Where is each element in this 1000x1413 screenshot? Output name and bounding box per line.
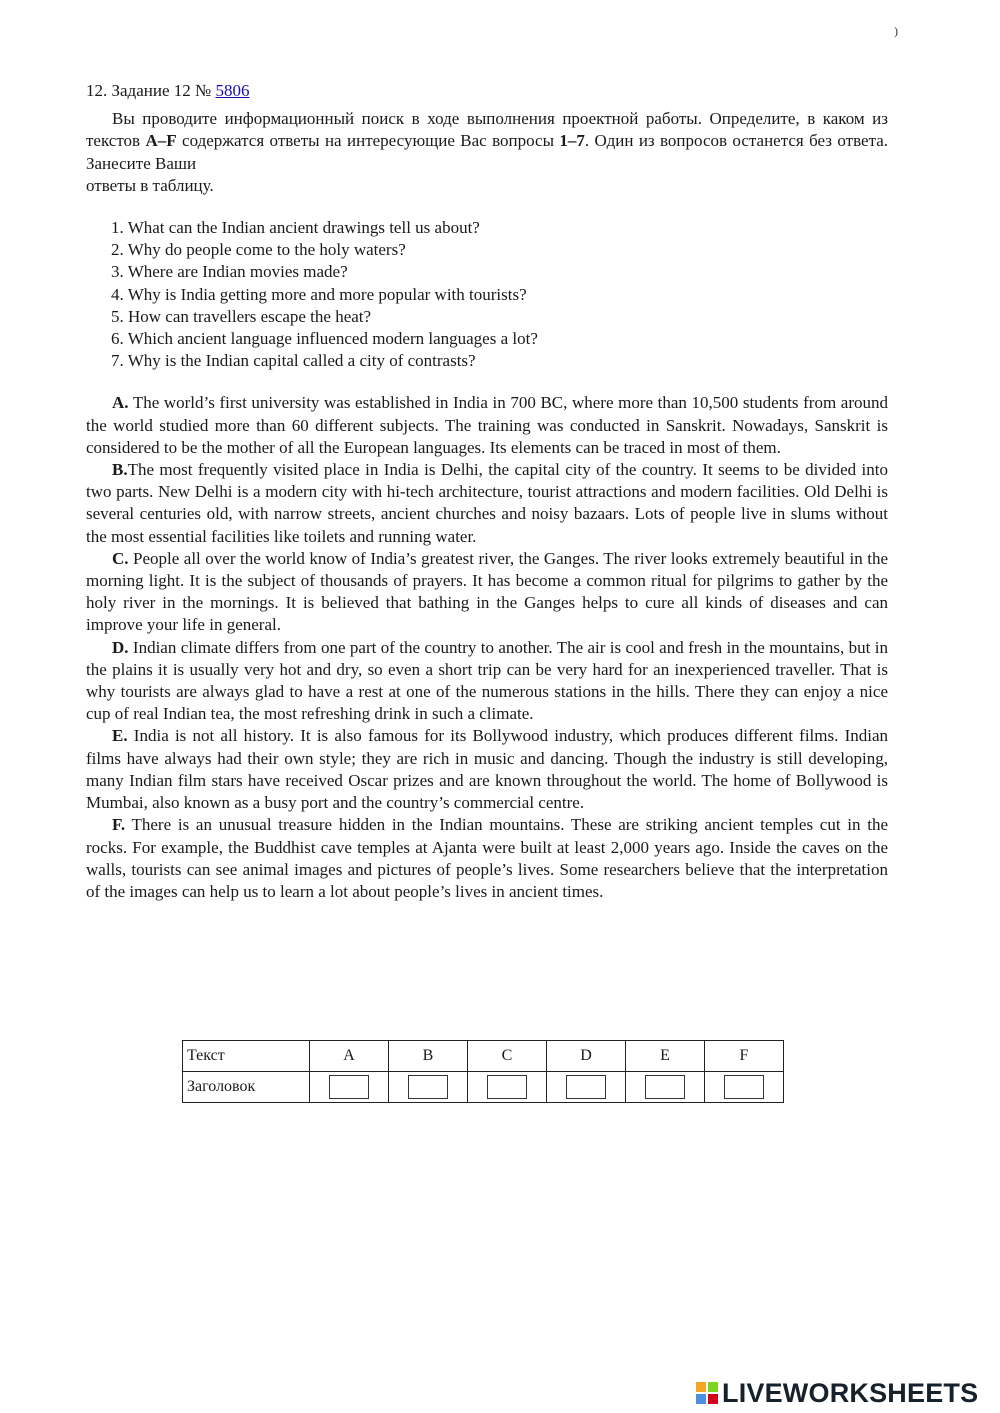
text-paragraph-b xyxy=(86,459,888,548)
liveworksheets-logo xyxy=(696,1378,978,1408)
text-letter: F. xyxy=(112,815,126,835)
question-item: 3. Where are Indian movies made? xyxy=(111,262,348,282)
text-letter: A. xyxy=(112,393,129,413)
answer-row-label-heading: Заголовок xyxy=(183,1072,310,1103)
text-paragraph-f xyxy=(86,814,888,903)
column-header-c: C xyxy=(468,1041,547,1072)
answer-cell-b xyxy=(389,1072,468,1103)
worksheet-content xyxy=(86,80,888,903)
logo-square xyxy=(708,1382,718,1392)
text-paragraph-d xyxy=(86,637,888,726)
intro-text: содержатся ответы на интересующие Вас вопросы xyxy=(176,131,560,151)
task-instructions-end: ответы в таблицу. xyxy=(86,175,214,195)
column-header-e: E xyxy=(626,1041,705,1072)
task-number-link[interactable]: 5806 xyxy=(215,81,250,100)
question-item: 4. Why is India getting more and more popular with tourists? xyxy=(111,284,527,304)
intro-text: Вы проводите информационный поиск в ходе выполнения проектной работы. Определите, в каком из текстов xyxy=(86,109,888,151)
text-letter: D. xyxy=(112,637,129,657)
question-list xyxy=(86,217,888,372)
column-header-a: A xyxy=(310,1041,389,1072)
answer-cell-e xyxy=(626,1072,705,1103)
answer-input-d[interactable] xyxy=(566,1075,606,1099)
text-body: India is not all history. It is also famous for its Bollywood industry, which produces different films. Indian films have always had their own style; they are rich in music and dancing. Though the industry is still developing, many Indian film stars have received Oscar prizes and are known throughout the world. The home of Bollywood is Mumbai, also known as a busy port and the country’s commercial centre. xyxy=(86,726,888,813)
text-body: People all over the world know of India’s greatest river, the Ganges. The river looks extremely beautiful in the morning light. It is the subject of thousands of prayers. It has become a common ritual for pilgrims to gather by the holy river in the mornings. It is believed that bathing in the Ganges helps to cure all kinds of diseases and can improve your life in general. xyxy=(86,548,888,635)
question-item: 2. Why do people come to the holy waters? xyxy=(111,240,406,260)
text-paragraph-c xyxy=(86,548,888,637)
answer-cell-c xyxy=(468,1072,547,1103)
logo-text: LIVEWORKSHEETS xyxy=(722,1377,979,1408)
question-item: 7. Why is the Indian capital called a city of contrasts? xyxy=(111,351,476,371)
question-item: 6. Which ancient language influenced modern languages a lot? xyxy=(111,329,538,349)
column-header-f: F xyxy=(705,1041,784,1072)
answer-input-a[interactable] xyxy=(329,1075,369,1099)
logo-icon xyxy=(696,1382,718,1404)
intro-range-questions: 1–7 xyxy=(559,131,585,151)
text-body: There is an unusual treasure hidden in the Indian mountains. These are striking ancient temples cut in the rocks. For example, the Buddhist cave temples at Ajanta were built at least 2,000 years ago. Inside the caves on the walls, tourists can see animal images and pictures of people’s lives. Some researchers believe that the interpretation of the images can help us to learn a lot about people’s lives in ancient times. xyxy=(86,815,888,901)
answer-input-e[interactable] xyxy=(645,1075,685,1099)
text-paragraph-a xyxy=(86,392,888,459)
answer-input-c[interactable] xyxy=(487,1075,527,1099)
intro-range-texts: A–F xyxy=(145,131,177,151)
intro-text: . Один из вопросов останется без ответа. Занесите Ваши xyxy=(86,131,888,173)
task-title xyxy=(86,80,888,102)
answer-table-input-row xyxy=(183,1072,784,1103)
question-item: 1. What can the Indian ancient drawings tell us about? xyxy=(111,218,480,238)
logo-square xyxy=(708,1394,718,1404)
answer-row-label-text: Текст xyxy=(183,1041,310,1072)
text-letter: E. xyxy=(112,726,128,746)
task-title-prefix: 12. Задание 12 № xyxy=(86,81,216,100)
answer-table-header-row xyxy=(183,1041,784,1072)
corner-mark: ) xyxy=(894,24,898,38)
answer-input-f[interactable] xyxy=(724,1075,764,1099)
answer-input-b[interactable] xyxy=(408,1075,448,1099)
task-instructions xyxy=(86,108,888,175)
text-body: The most frequently visited place in India is Delhi, the capital city of the country. It seems to be divided into two parts. New Delhi is a modern city with hi-tech architecture, tourist attractions and modern facilities. Old Delhi is several centuries old, with narrow streets, ancient churches and noisy bazaars. Lots of people live in slums without the most essential facilities like toilets and running water. xyxy=(86,460,888,546)
answer-cell-f xyxy=(705,1072,784,1103)
text-letter: B. xyxy=(112,460,128,480)
question-item: 5. How can travellers escape the heat? xyxy=(111,306,372,326)
answer-cell-a xyxy=(310,1072,389,1103)
logo-square xyxy=(696,1382,706,1392)
answer-cell-d xyxy=(547,1072,626,1103)
text-body: The world’s first university was established in India in 700 BC, where more than 10,500 students from around the world studied more than 60 different subjects. The training was conducted in Sanskrit. Nowadays, Sanskrit is considered to be the mother of all the European languages. Its elements can be traced in most of them. xyxy=(86,393,888,457)
logo-square xyxy=(696,1394,706,1404)
text-letter: C. xyxy=(112,548,129,568)
column-header-b: B xyxy=(389,1041,468,1072)
text-paragraph-e xyxy=(86,725,888,814)
column-header-d: D xyxy=(547,1041,626,1072)
answer-table xyxy=(182,1040,784,1103)
text-body: Indian climate differs from one part of the country to another. The air is cool and fresh in the mountains, but in the plains it is usually very hot and dry, so even a short trip can be very hard for an inexperienced traveller. That is why tourists are always glad to have a rest at one of the numerous stations in the hills. There they can enjoy a nice cup of real Indian tea, the most refreshing drink in such a climate. xyxy=(86,637,888,724)
